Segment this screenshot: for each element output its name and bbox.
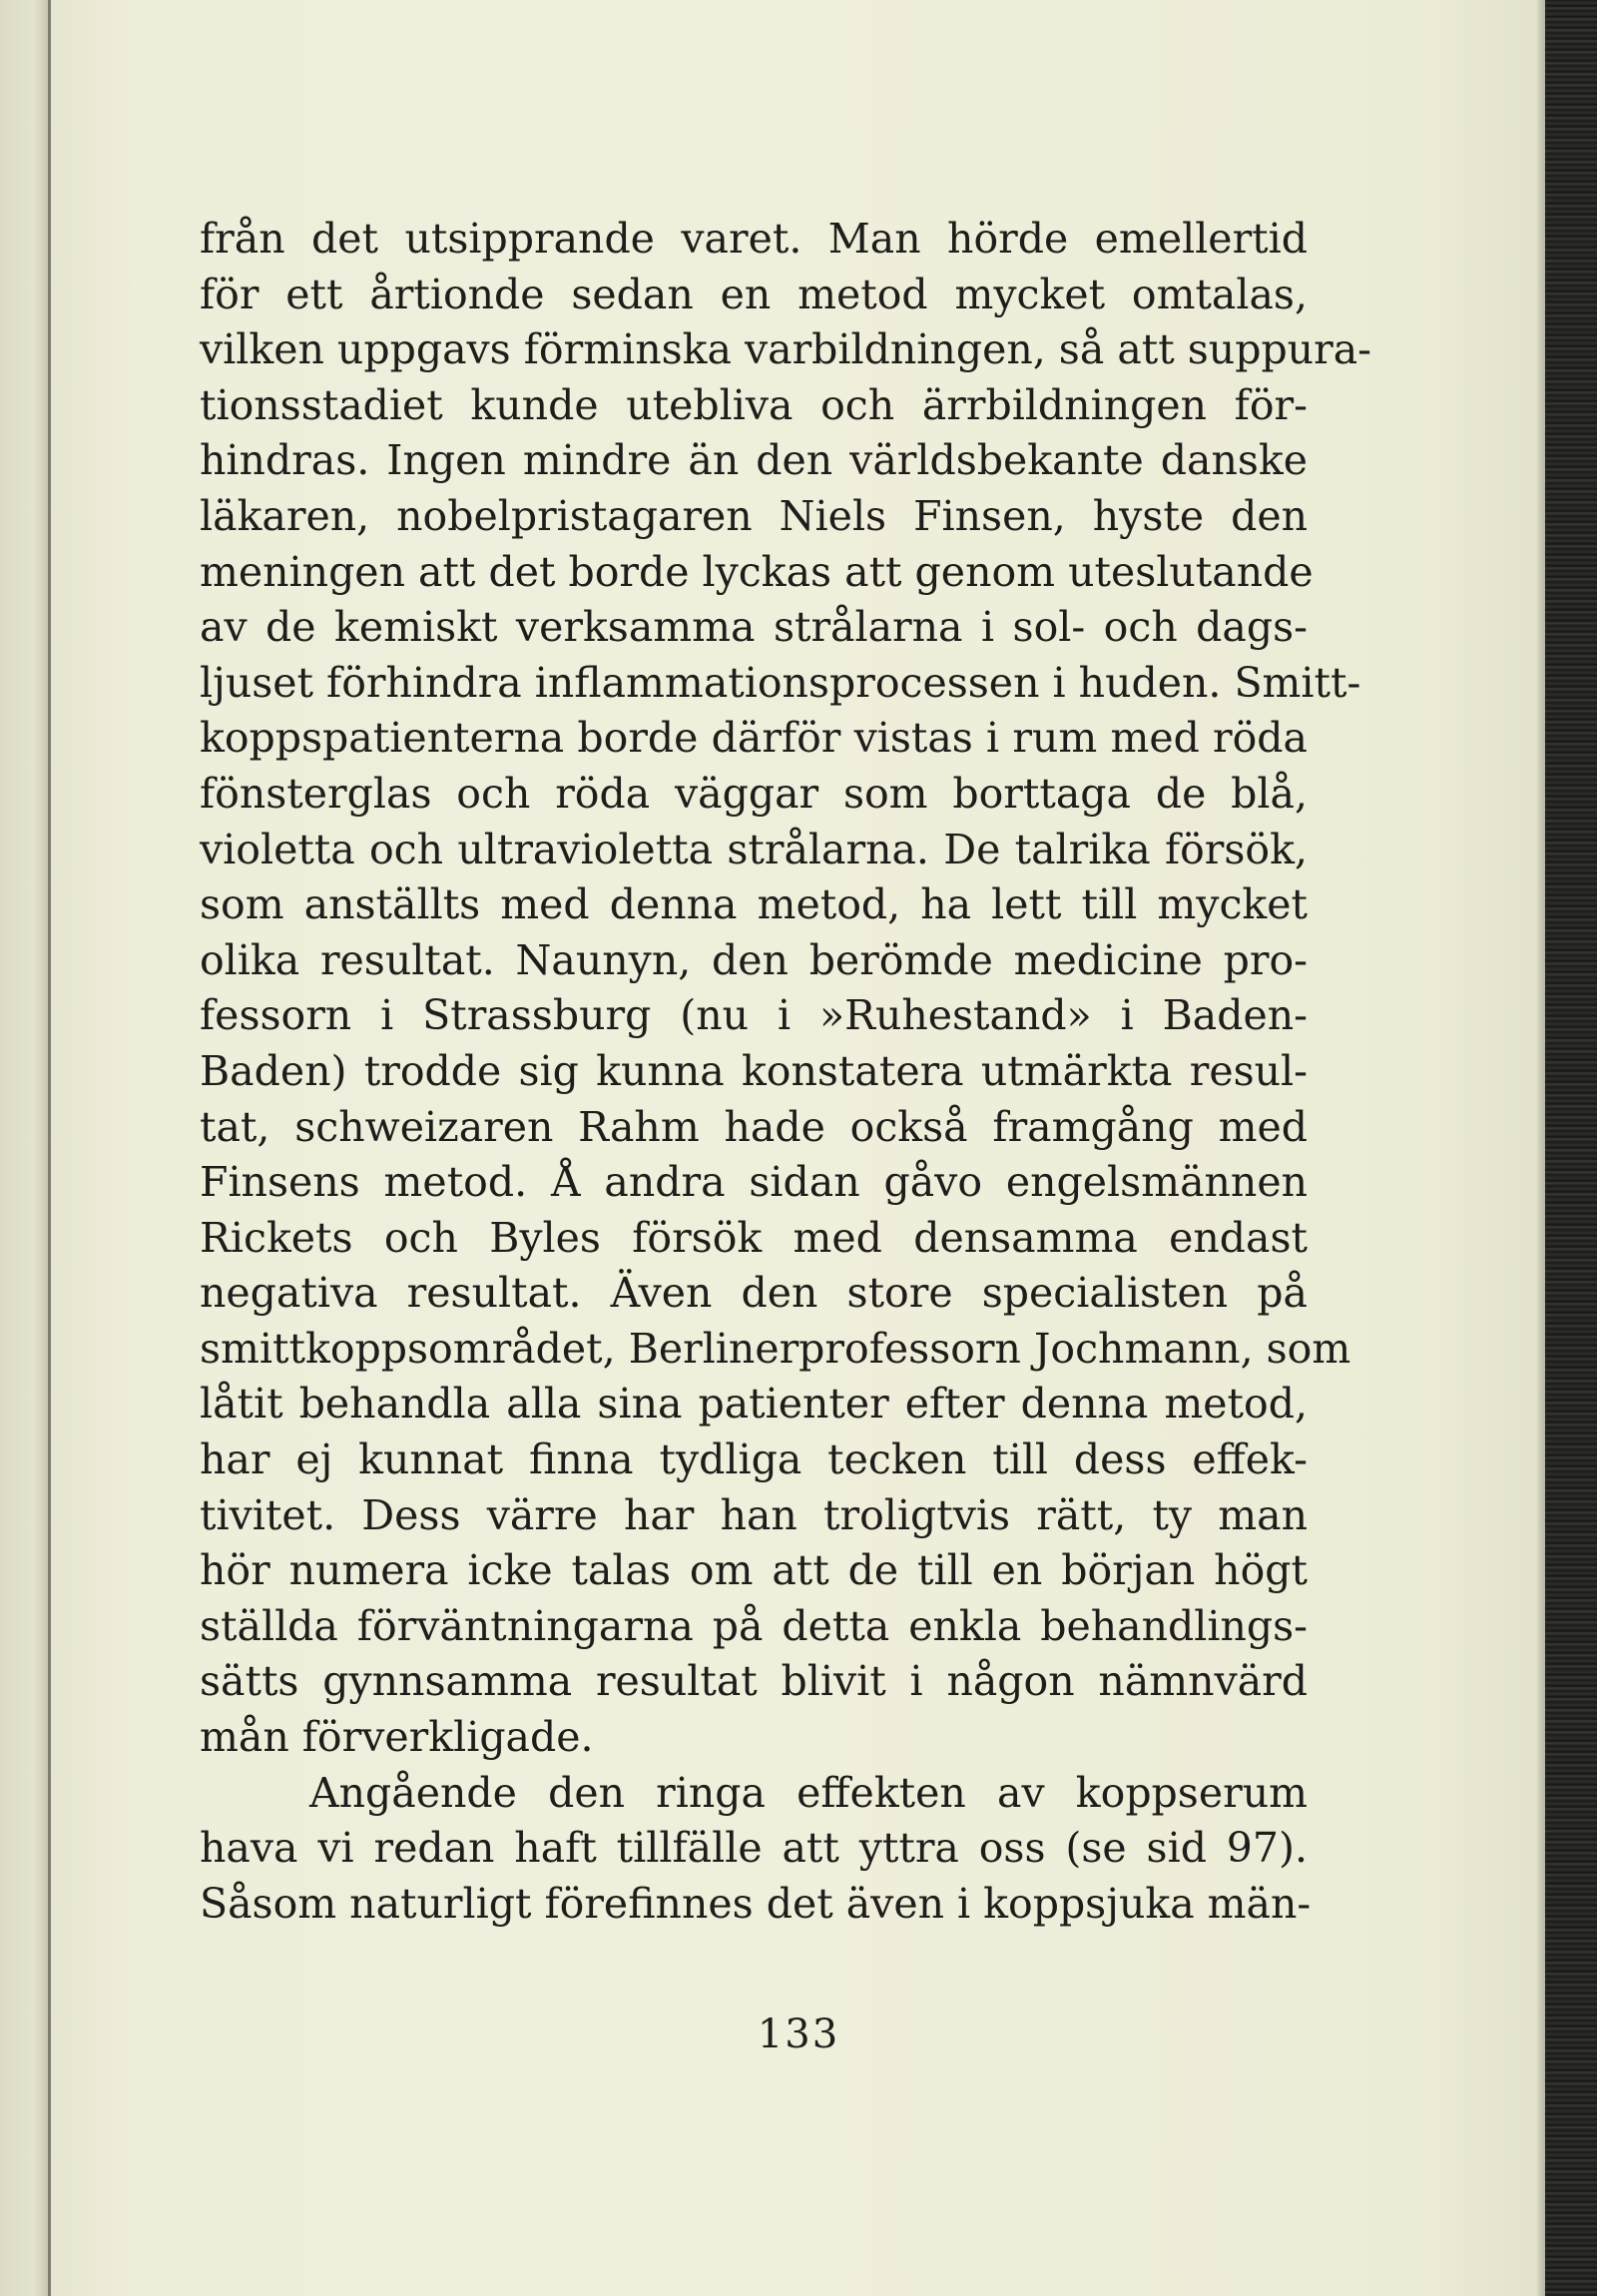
text-line: från det utsipprande varet. Man hörde emellertid bbox=[200, 215, 1308, 263]
text-line: tivitet. Dess värre har han troligtvis rätt, ty man bbox=[200, 1490, 1308, 1539]
text-line: Rickets och Byles försök med densamma endast bbox=[200, 1213, 1308, 1262]
book-binding-spine bbox=[1545, 0, 1597, 2296]
text-line: fönsterglas och röda väggar som borttaga de blå, bbox=[200, 769, 1308, 818]
text-line: hör numera icke talas om att de till en början högt bbox=[200, 1546, 1308, 1595]
text-line: koppspatienterna borde därför vistas i rum med röda bbox=[200, 714, 1308, 763]
left-page-gutter bbox=[0, 0, 48, 2296]
text-line: Såsom naturligt förefinnes det även i koppsjuka män- bbox=[200, 1879, 1312, 1928]
text-line: som anställts med denna metod, ha lett till mycket bbox=[200, 880, 1308, 929]
text-line: tionsstadiet kunde utebliva och ärrbildningen för- bbox=[200, 380, 1308, 429]
text-line: hindras. Ingen mindre än den världsbekante danske bbox=[200, 436, 1308, 485]
text-line: ställda förväntningarna på detta enkla behandlings- bbox=[200, 1601, 1308, 1650]
text-line: tat, schweizaren Rahm hade också framgång med bbox=[200, 1102, 1308, 1151]
text-line: violetta och ultravioletta strålarna. De talrika försök, bbox=[200, 825, 1308, 873]
text-line: smittkoppsområdet, Berlinerprofessorn Jochmann, som bbox=[200, 1324, 1351, 1373]
text-line: Baden) trodde sig kunna konstatera utmärkta resul- bbox=[200, 1046, 1308, 1095]
text-line: vilken uppgavs förminska varbildningen, så att suppura- bbox=[200, 325, 1371, 374]
text-line: fessorn i Strassburg (nu i »Ruhestand» i Baden- bbox=[200, 991, 1308, 1040]
text-line: negativa resultat. Även den store specialisten på bbox=[200, 1269, 1308, 1318]
paragraph-end-line: mån förverkligade. bbox=[200, 1713, 594, 1762]
page-number: 133 bbox=[757, 2011, 840, 2057]
paragraph-start-line: Angående den ringa effekten av koppserum bbox=[309, 1768, 1308, 1817]
text-line: hava vi redan haft tillfälle att yttra oss (se sid 97). bbox=[200, 1824, 1308, 1873]
text-line: Finsens metod. Å andra sidan gåvo engelsmännen bbox=[200, 1158, 1308, 1207]
text-line: låtit behandla alla sina patienter efter denna metod, bbox=[200, 1380, 1308, 1429]
text-line: meningen att det borde lyckas att genom uteslutande bbox=[200, 547, 1314, 596]
text-line: sätts gynnsamma resultat blivit i någon nämnvärd bbox=[200, 1657, 1308, 1706]
text-line: har ej kunnat finna tydliga tecken till dess effek- bbox=[200, 1435, 1308, 1484]
text-line: av de kemiskt verksamma strålarna i sol- och dags- bbox=[200, 603, 1308, 652]
text-line: läkaren, nobelpristagaren Niels Finsen, hyste den bbox=[200, 491, 1308, 540]
body-text bbox=[200, 212, 1371, 1932]
text-line: olika resultat. Naunyn, den berömde medicine pro- bbox=[200, 935, 1308, 984]
text-line: för ett årtionde sedan en metod mycket omtalas, bbox=[200, 270, 1308, 318]
text-line: ljuset förhindra inflammationsprocessen i huden. Smitt- bbox=[200, 658, 1361, 707]
